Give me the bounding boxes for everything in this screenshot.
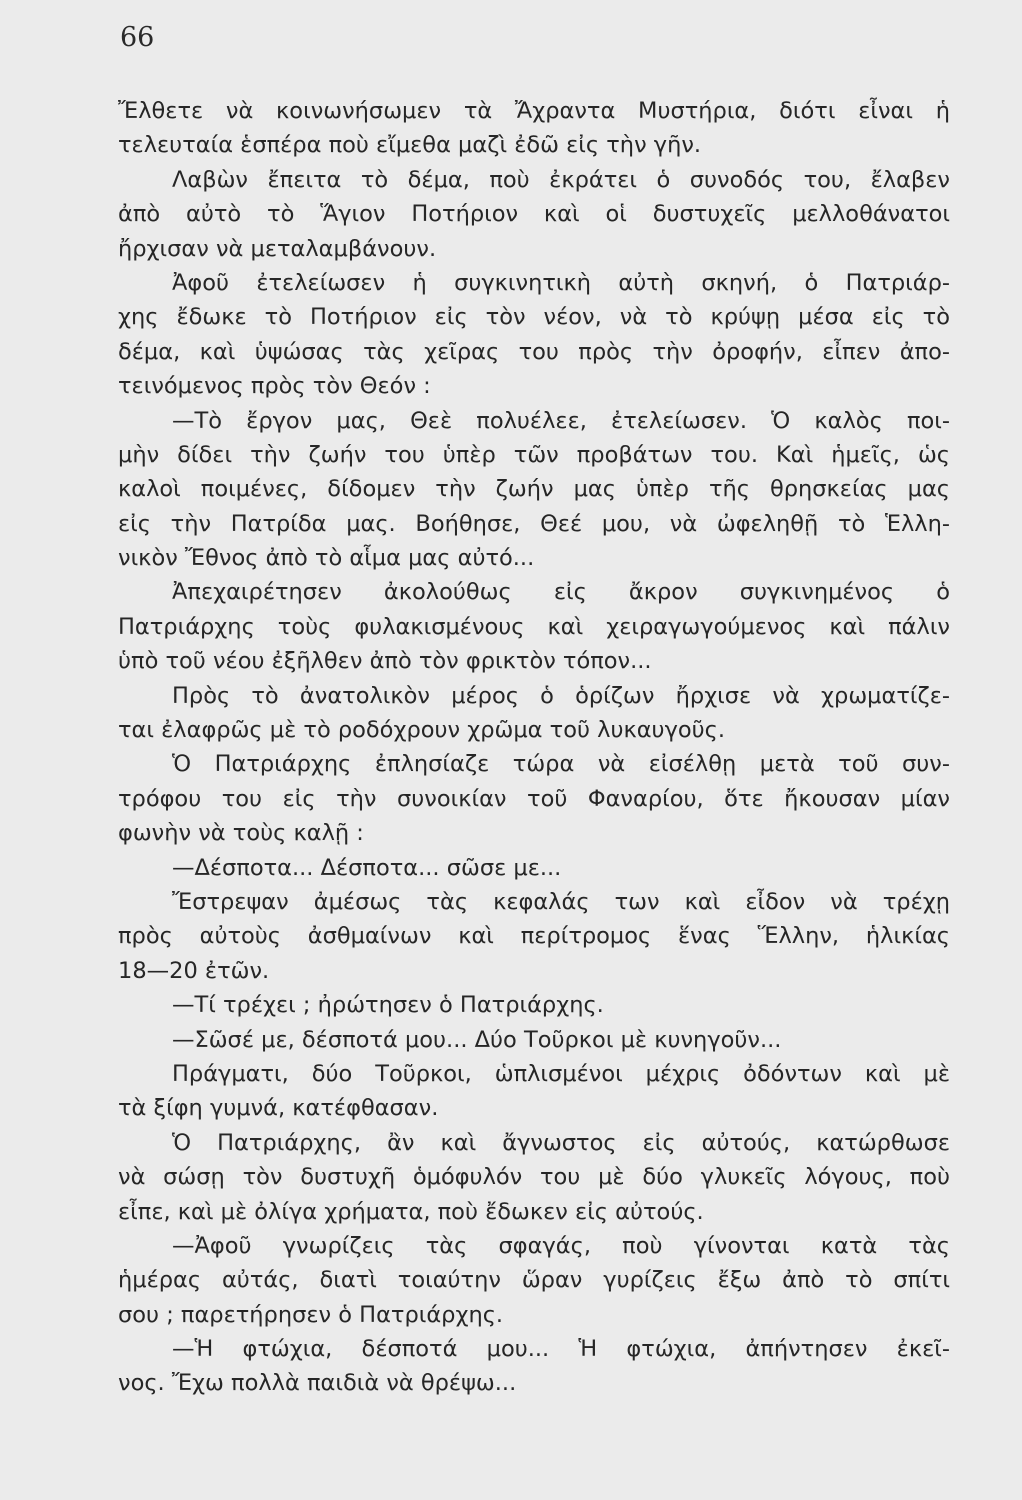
text-line: 18—20 ἐτῶν.	[118, 957, 270, 984]
text-line: χης ἔδωκε τὸ Ποτήριον εἰς τὸν νέον, νὰ τὸ κρύψῃ μέσα εἰς τὸ	[118, 304, 950, 331]
text-line: —Δέσποτα... Δέσποτα... σῶσε με...	[172, 854, 562, 881]
body-text	[118, 94, 950, 1401]
text-line: εἰς τὴν Πατρίδα μας. Βοήθησε, Θεέ μου, νὰ ὠφεληθῇ τὸ Ἑλλη-	[118, 510, 950, 537]
text-line: ἡμέρας αὐτάς, διατὶ τοιαύτην ὥραν γυρίζεις ἔξω ἀπὸ τὸ σπίτι	[118, 1267, 950, 1294]
text-line: πρὸς αὐτοὺς ἀσθμαίνων καὶ περίτρομος ἕνας Ἕλλην, ἡλικίας	[118, 923, 950, 950]
text-line: —Ἀφοῦ γνωρίζεις τὰς σφαγάς, ποὺ γίνονται κατὰ τὰς	[172, 1232, 950, 1259]
text-line: —Τί τρέχει ; ἠρώτησεν ὁ Πατριάρχης.	[172, 992, 604, 1019]
text-line: μὴν δίδει τὴν ζωήν του ὑπὲρ τῶν προβάτων του. Καὶ ἡμεῖς, ὡς	[118, 441, 950, 468]
text-line: δέμα, καὶ ὑψώσας τὰς χεῖρας του πρὸς τὴν ὀροφήν, εἶπεν ἀπο-	[118, 338, 950, 365]
text-line: ται ἐλαφρῶς μὲ τὸ ροδόχρουν χρῶμα τοῦ λυκαυγοῦς.	[118, 717, 726, 744]
text-line: τρόφου του εἰς τὴν συνοικίαν τοῦ Φαναρίου, ὅτε ἤκουσαν μίαν	[118, 785, 950, 812]
text-line: τεινόμενος πρὸς τὸν Θεόν :	[118, 373, 431, 400]
text-line: εἶπε, καὶ μὲ ὀλίγα χρήματα, ποὺ ἔδωκεν εἰς αὐτούς.	[118, 1198, 704, 1225]
text-line: Ὁ Πατριάρχης ἐπλησίαζε τώρα νὰ εἰσέλθῃ μετὰ τοῦ συν-	[172, 751, 950, 778]
text-line: καλοὶ ποιμένες, δίδομεν τὴν ζωήν μας ὑπὲρ τῆς θρησκείας μας	[118, 476, 950, 503]
text-line: σου ; παρετήρησεν ὁ Πατριάρχης.	[118, 1301, 504, 1328]
text-line: φωνὴν νὰ τοὺς καλῇ :	[118, 820, 364, 847]
text-line: Ἀπεχαιρέτησεν ἀκολούθως εἰς ἄκρον συγκινημένος ὁ	[172, 579, 950, 606]
text-line: ὑπὸ τοῦ νέου ἐξῆλθεν ἀπὸ τὸν φρικτὸν τόπον...	[118, 648, 652, 675]
text-line: Ἔστρεψαν ἀμέσως τὰς κεφαλάς των καὶ εἶδον νὰ τρέχῃ	[172, 888, 950, 915]
text-line: —Σῶσέ με, δέσποτά μου... Δύο Τοῦρκοι μὲ κυνηγοῦν...	[172, 1026, 782, 1053]
text-line: Πράγματι, δύο Τοῦρκοι, ὡπλισμένοι μέχρις ὀδόντων καὶ μὲ	[172, 1060, 950, 1087]
text-line: Ὁ Πατριάρχης, ἂν καὶ ἄγνωστος εἰς αὐτούς, κατώρθωσε	[172, 1129, 950, 1156]
text-line: Λαβὼν ἔπειτα τὸ δέμα, ποὺ ἐκράτει ὁ συνοδός του, ἔλαβεν	[172, 166, 950, 193]
text-line: Ἔλθετε νὰ κοινωνήσωμεν τὰ Ἄχραντα Μυστήρια, διότι εἶναι ἡ	[118, 98, 950, 124]
page-number: 66	[120, 22, 155, 53]
text-line: —Τὸ ἔργον μας, Θεὲ πολυέλεε, ἐτελείωσεν. Ὁ καλὸς ποι-	[172, 407, 950, 434]
text-line: ἤρχισαν νὰ μεταλαμβάνουν.	[118, 235, 437, 262]
text-line: Πρὸς τὸ ἀνατολικὸν μέρος ὁ ὁρίζων ἤρχισε νὰ χρωματίζε-	[172, 682, 950, 709]
text-line: νὰ σώσῃ τὸν δυστυχῆ ὁμόφυλόν του μὲ δύο γλυκεῖς λόγους, ποὺ	[118, 1164, 950, 1191]
text-line: ἀπὸ αὐτὸ τὸ Ἅγιον Ποτήριον καὶ οἱ δυστυχεῖς μελλοθάνατοι	[118, 201, 950, 228]
text-line: τελευταία ἑσπέρα ποὺ εἴμεθα μαζὶ ἐδῶ εἰς τὴν γῆν.	[118, 132, 702, 159]
text-line: —Ἡ φτώχια, δέσποτά μου... Ἡ φτώχια, ἀπήντησεν ἐκεῖ-	[172, 1336, 950, 1363]
text-line: Ἀφοῦ ἐτελείωσεν ἡ συγκινητικὴ αὐτὴ σκηνή, ὁ Πατριάρ-	[172, 269, 950, 296]
text-line: νος. Ἔχω πολλὰ παιδιὰ νὰ θρέψω...	[118, 1370, 517, 1397]
text-line: τὰ ξίφη γυμνά, κατέφθασαν.	[118, 1095, 439, 1122]
text-line: Πατριάρχης τοὺς φυλακισμένους καὶ χειραγωγούμενος καὶ πάλιν	[118, 613, 950, 640]
text-line: νικὸν Ἔθνος ἀπὸ τὸ αἷμα μας αὐτό...	[118, 545, 535, 572]
